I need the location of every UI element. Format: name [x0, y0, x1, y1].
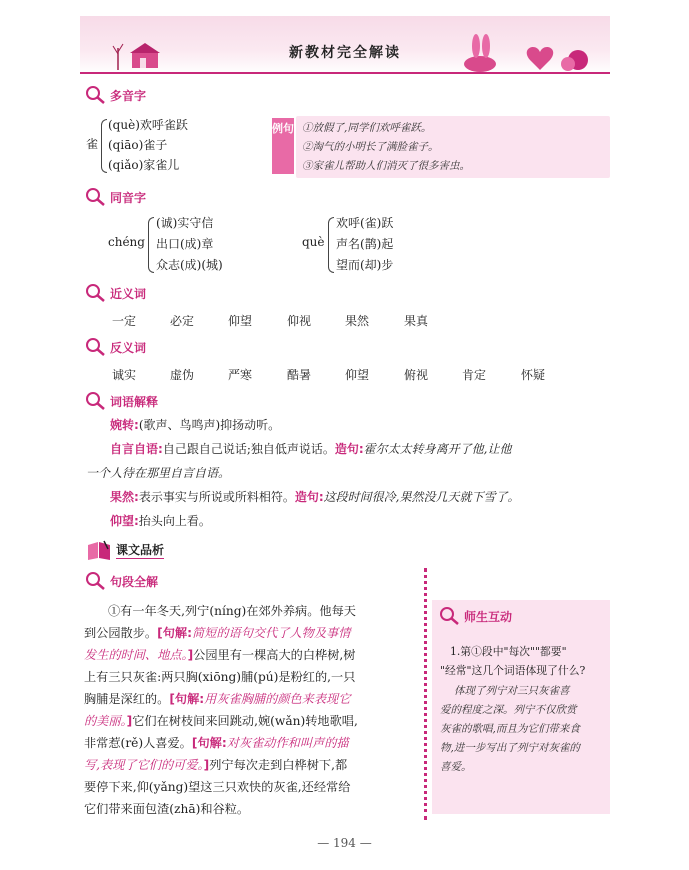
- annotation-close: ]: [187, 648, 194, 662]
- paragraph-line: 要停下来,仰(yǎng)望这三只欢快的灰雀,还经常给: [84, 780, 351, 794]
- homophone-item: 欢呼(雀)跃: [336, 216, 394, 230]
- section-title: 句段全解: [110, 574, 159, 589]
- antonym-word: 酷暑: [287, 368, 312, 382]
- antonym-word: 俯视: [404, 368, 429, 382]
- brace: [328, 217, 334, 273]
- synonym-word: 果然: [345, 314, 370, 328]
- section-juduan: [84, 570, 158, 592]
- zaoju-label: 造句:: [334, 442, 364, 456]
- example-sentence: ③家雀儿帮助人们消灭了很多害虫。: [302, 160, 470, 172]
- text-run: 列宁每次走到白桦树下,都: [209, 758, 348, 772]
- question-line: 1.第①段中"每次""都要": [450, 645, 567, 658]
- brace: [148, 217, 154, 273]
- annotation-text: 对灰雀动作和叫声的描: [226, 736, 349, 750]
- definition-yangwang: [110, 512, 211, 529]
- paragraph-line: [84, 754, 418, 776]
- definition-guoran: [110, 488, 519, 505]
- antonym-word: 虚伪: [170, 368, 195, 382]
- polyphone-char: 雀: [86, 137, 99, 151]
- paragraph-line: [84, 732, 418, 754]
- dotted-divider: [424, 568, 427, 820]
- zaoju-sentence: 这段时间很冷,果然没几天就下雪了。: [323, 490, 520, 504]
- homophone-item: (诚)实守信: [156, 216, 214, 230]
- section-title: 近义词: [110, 286, 147, 301]
- section-tongyinzi: [84, 186, 146, 208]
- question-line: "经常"这几个词语体现了什么?: [440, 664, 586, 677]
- synonym-word: 一定: [112, 314, 137, 328]
- homophone-item: 出口(成)章: [156, 237, 214, 251]
- definition-zizi: [110, 440, 512, 457]
- rabbit-heart-illustration: [450, 30, 600, 74]
- antonym-word: 怀疑: [521, 368, 546, 382]
- annotation-label: [句解:: [169, 692, 205, 706]
- section-title: 课文品析: [116, 543, 165, 557]
- pinyin-label: què: [302, 235, 325, 249]
- zaoju-continuation: 一个人待在那里自言自语。: [86, 466, 231, 480]
- panel-question: [440, 642, 606, 680]
- section-fanyici: [84, 336, 146, 358]
- panel-answer: [440, 682, 606, 777]
- annotation-label: [句解:: [191, 736, 227, 750]
- section-duoyinzi: [84, 84, 146, 106]
- magnifier-icon: [84, 187, 106, 207]
- section-title: 词语解释: [110, 394, 159, 409]
- example-sentence: ②淘气的小明长了满脸雀子。: [302, 141, 439, 153]
- analysis-paragraph: [84, 600, 418, 820]
- paragraph-line: [84, 688, 418, 710]
- term: 婉转:: [110, 418, 139, 432]
- homophone-item: 众志(成)(城): [156, 258, 223, 272]
- paragraph-line: ①有一年冬天,列宁(níng)在郊外养病。他每天: [108, 604, 356, 618]
- section-title: 师生互动: [464, 609, 513, 624]
- synonym-word: 果真: [404, 314, 429, 328]
- answer-line: 灰雀的歌唱,而且为它们带来食: [440, 723, 580, 735]
- section-title: 同音字: [110, 190, 147, 205]
- annotation-close: ]: [126, 714, 133, 728]
- synonym-word: 仰视: [287, 314, 312, 328]
- header-rule: [80, 72, 610, 74]
- definition: 表示事实与所说或所料相符。: [138, 490, 295, 504]
- magnifier-icon: [84, 85, 106, 105]
- answer-line: 体现了列宁对三只灰雀喜: [454, 685, 570, 697]
- magnifier-icon: [84, 391, 106, 411]
- annotation-text: 发生的时间、地点。: [84, 648, 188, 662]
- annotation-text: 用灰雀胸脯的颜色来表现它: [204, 692, 351, 706]
- magnifier-icon: [84, 283, 106, 303]
- synonym-word: 必定: [170, 314, 195, 328]
- annotation-text: 写,表现了它们的可爱。: [84, 758, 204, 772]
- annotation-text: 的美丽。: [84, 714, 127, 728]
- paragraph-line: [84, 644, 418, 666]
- brace: [101, 119, 107, 173]
- text-run: 到公园散步。: [84, 626, 158, 640]
- definition-wanzhuan: [110, 416, 280, 433]
- annotation-close: ]: [203, 758, 210, 772]
- paragraph-line: [84, 710, 418, 732]
- definition: 自己跟自己说话;独自低声说话。: [162, 442, 335, 456]
- antonym-word: 严寒: [228, 368, 253, 382]
- magnifier-icon: [438, 606, 460, 626]
- synonym-word: 仰望: [228, 314, 253, 328]
- term: 果然:: [110, 490, 139, 504]
- term: 自言自语:: [110, 442, 163, 456]
- example-tag: 例句: [272, 118, 294, 174]
- magnifier-icon: [84, 337, 106, 357]
- text-run: 胸脯是深红的。: [84, 692, 170, 706]
- magnifier-icon: [84, 571, 106, 591]
- section-title: 反义词: [110, 340, 147, 355]
- answer-line: 物,进一步写出了列宁对灰雀的: [440, 742, 580, 754]
- annotation-text: 简短的语句交代了人物及事情: [191, 626, 351, 640]
- polyphone-item: (qiǎo)家雀儿: [108, 158, 180, 172]
- zaoju-label: 造句:: [294, 490, 324, 504]
- polyphone-item: (qiāo)雀子: [108, 138, 168, 152]
- answer-line: 爱的程度之深。列宁不仅欣赏: [440, 704, 577, 716]
- antonym-word: 诚实: [112, 368, 137, 382]
- example-sentence: ①放假了,同学们欢呼雀跃。: [302, 122, 432, 134]
- text-run: 公园里有一棵高大的白桦树,树: [193, 648, 356, 662]
- term: 仰望:: [110, 514, 139, 528]
- header-title: 新教材完全解读: [289, 45, 401, 61]
- homophone-item: 声名(鹊)起: [336, 237, 394, 251]
- text-run: 它们在树枝间来回跳动,婉(wǎn)转地歌唱,: [132, 714, 358, 728]
- polyphone-item: (què)欢呼雀跃: [108, 118, 188, 132]
- section-kewen: [86, 538, 164, 562]
- paragraph-line: 它们带来面包渣(zhā)和谷粒。: [84, 802, 250, 816]
- section-ciyu: [84, 390, 158, 412]
- annotation-label: [句解:: [157, 626, 192, 640]
- pinyin-label: chéng: [108, 235, 145, 249]
- zaoju-sentence: 霍尔太太转身离开了他,让他: [363, 442, 512, 456]
- header-banner: [80, 16, 610, 74]
- paragraph-line: [84, 622, 418, 644]
- book-icon: [86, 539, 112, 561]
- text-run: 非常惹(rě)人喜爱。: [84, 736, 192, 750]
- homophone-item: 望而(却)步: [336, 258, 394, 272]
- section-jinyici: [84, 282, 146, 304]
- page-number: — 194 —: [317, 836, 372, 850]
- definition: 抬头向上看。: [138, 514, 211, 528]
- section-title: 多音字: [110, 88, 147, 103]
- panel-heading: [438, 606, 512, 626]
- paragraph-line: 上有三只灰雀:两只胸(xiōng)脯(pú)是粉红的,一只: [84, 670, 356, 684]
- definition: (歌声、鸟鸣声)抑扬动听。: [138, 418, 281, 432]
- antonym-word: 肯定: [462, 368, 487, 382]
- antonym-word: 仰望: [345, 368, 370, 382]
- answer-line: 喜爱。: [440, 761, 472, 773]
